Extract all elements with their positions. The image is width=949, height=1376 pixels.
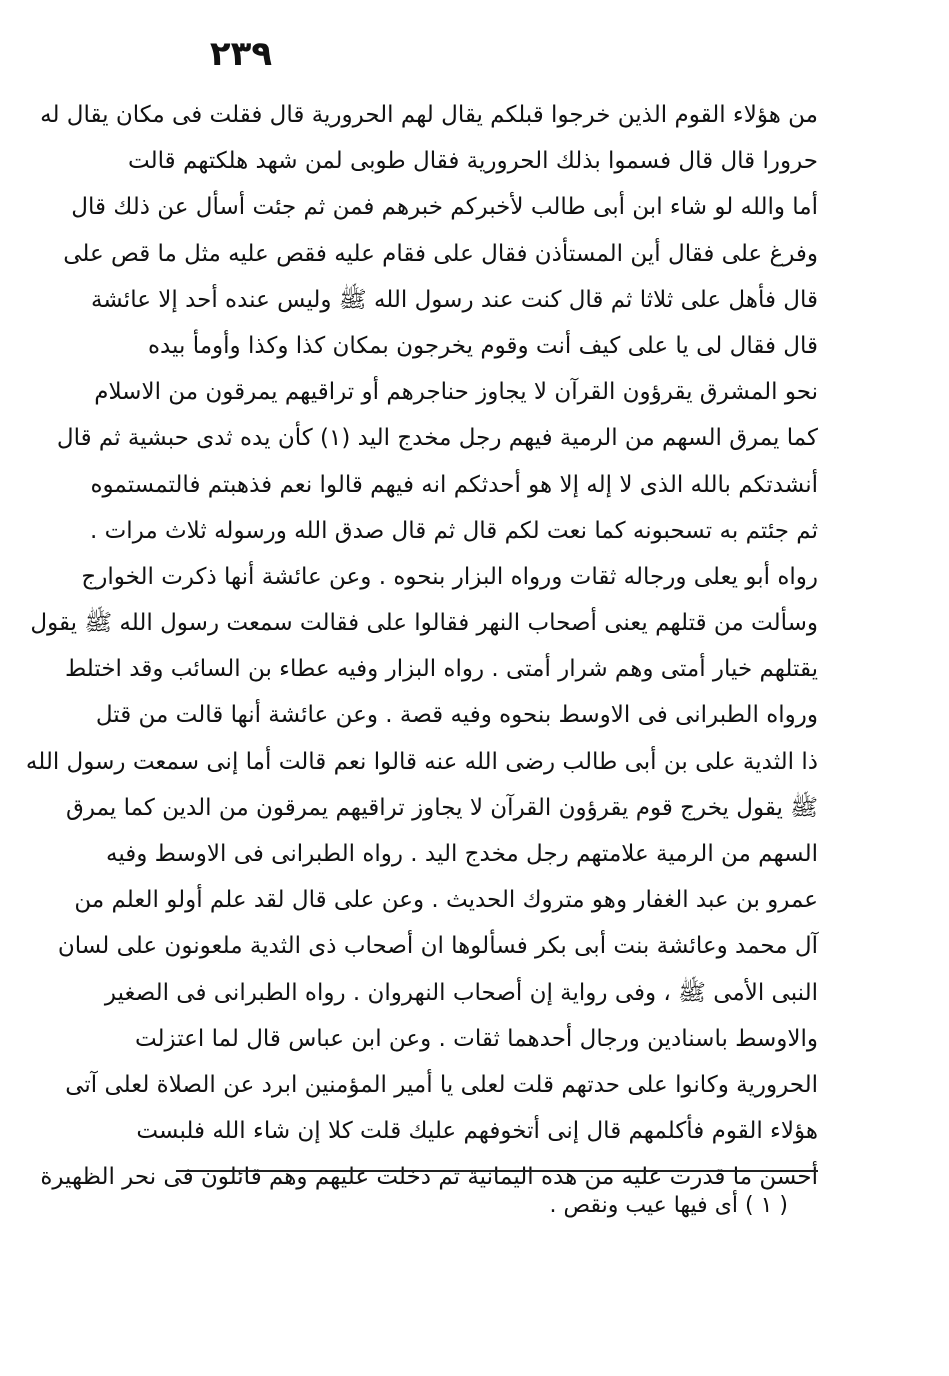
text-line: أنشدتكم بالله الذى لا إله إلا هو أحدثكم انه فيهم قالوا نعم فذهبتم فالتمستموه — [90, 471, 818, 498]
text-line: رواه أبو يعلى ورجاله ثقات ورواه البزار بنحوه . وعن عائشة أنها ذكرت الخوارج — [81, 563, 818, 590]
main-text-block — [25, 92, 818, 1201]
text-line: النبى الأمى ﷺ ، وفى رواية إن أصحاب النهروان . رواه الطبرانى فى الصغير — [104, 979, 818, 1006]
text-line: أحسن ما قدرت عليه من هذه اليمانية ثم دخلت عليهم وهم قائلون فى نحر الظهيرة — [40, 1164, 818, 1191]
text-line: وفرغ على فقال أين المستأذن فقال على فقام عليه فقص عليه مثل ما قص على — [63, 240, 818, 267]
text-line: كما يمرق السهم من الرمية فيهم رجل مخدج اليد (١) كأن يده ثدى حبشية ثم قال — [56, 425, 818, 452]
text-line: والاوسط باسنادين ورجال أحدهما ثقات . وعن ابن عباس قال لما اعتزلت — [134, 1025, 818, 1052]
text-line: قال فأهل على ثلاثا ثم قال كنت عند رسول الله ﷺ وليس عنده أحد إلا عائشة — [90, 286, 818, 313]
text-line: هؤلاء القوم فأكلمهم قال إنى أتخوفهم عليك قلت كلا إن شاء الله فلبست — [136, 1118, 818, 1145]
text-line: من هؤلاء القوم الذين خرجوا قبلكم يقال لهم الحرورية قال فقلت فى مكان يقال له — [40, 102, 818, 128]
text-line: ذا الثدية على بن أبى طالب رضى الله عنه قالوا نعم قالت أما إنى سمعت رسول الله — [25, 748, 818, 775]
text-line: ورواه الطبرانى فى الاوسط بنحوه وفيه قصة . وعن عائشة أنها قالت من قتل — [95, 702, 818, 729]
footnote-separator — [176, 1170, 818, 1172]
text-line: ثم جئتم به تسحبونه كما نعت لكم قال ثم قال صدق الله ورسوله ثلاث مرات . — [90, 517, 818, 544]
text-line: الحرورية وكانوا على حدتهم قلت لعلى يا أمير المؤمنين ابرد عن الصلاة لعلى آتى — [65, 1071, 818, 1098]
footnote: ( ١ ) أى فيها عيب ونقص . — [549, 1193, 788, 1218]
text-line: يقتلهم خيار أمتى وهم شرار أمتى . رواه البزار وفيه عطاء بن السائب وقد اختلط — [64, 656, 818, 683]
text-line: آل محمد وعائشة بنت أبى بكر فسألوها ان أصحاب ذى الثدية ملعونون على لسان — [57, 933, 818, 960]
text-line: السهم من الرمية علامتهم رجل مخدج اليد . رواه الطبرانى فى الاوسط وفيه — [105, 841, 818, 867]
text-line: حرورا قال قال فسموا بذلك الحرورية فقال طوبى لمن شهد هلكتهم قالت — [128, 148, 818, 175]
text-line: أما والله لو شاء ابن أبى طالب لأخبركم خبرهم فمن ثم جئت أسأل عن ذلك قال — [71, 194, 818, 221]
page-number: ٢٣٩ — [209, 34, 273, 74]
text-line: ﷺ يقول يخرج قوم يقرؤون القرآن لا يجاوز تراقيهم يمرقون من الدين كما يمرق — [66, 794, 818, 821]
text-line: قال فقال لى يا على كيف أنت وقوم يخرجون بمكان كذا وكذا وأومأ بيده — [147, 332, 818, 359]
text-line: وسألت من قتلهم يعنى أصحاب النهر فقالوا على فقالت سمعت رسول الله ﷺ يقول — [30, 610, 818, 637]
text-line: نحو المشرق يقرؤون القرآن لا يجاوز حناجرهم أو تراقيهم يمرقون من الاسلام — [94, 379, 818, 406]
text-line: عمرو بن عبد الغفار وهو متروك الحديث . وعن على قال لقد علم أولو العلم من — [74, 887, 818, 914]
